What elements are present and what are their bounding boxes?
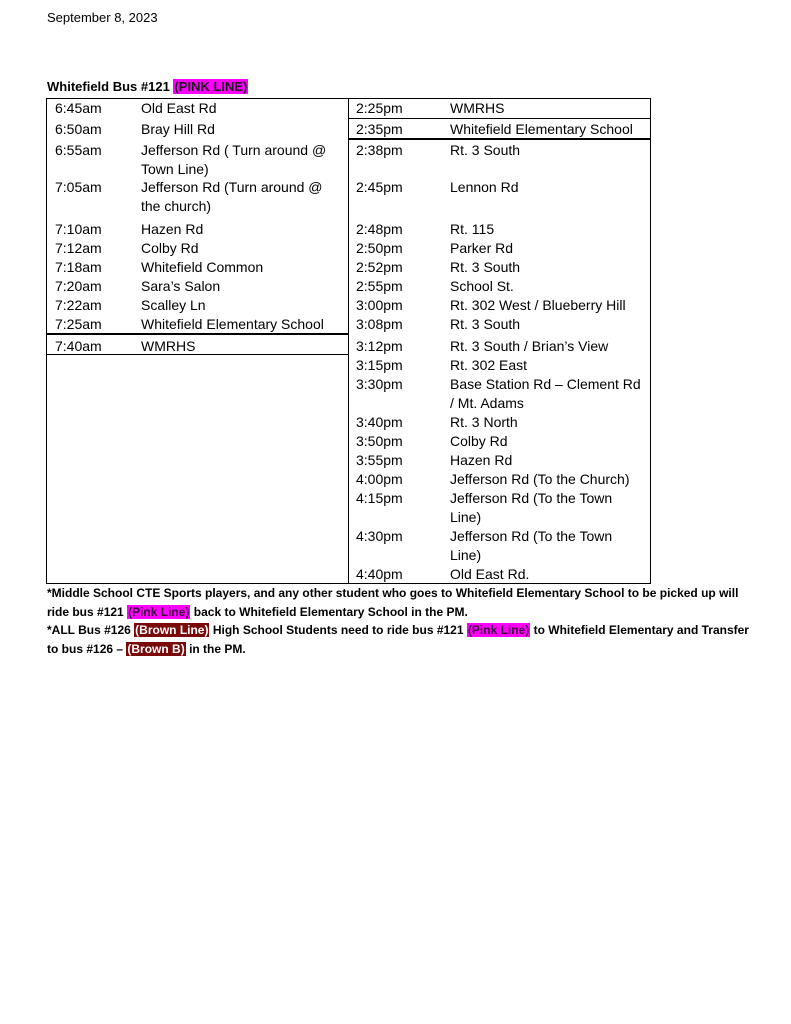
- pm-row-stop: Colby Rd: [450, 433, 508, 449]
- am-row-stop: WMRHS: [141, 338, 196, 354]
- am-row-stop: Hazen Rd: [141, 221, 204, 237]
- note-2-part-c: High School Students need to ride bus #121: [212, 623, 464, 637]
- pm-row-time: 2:55pm: [356, 278, 403, 294]
- am-row-stop: Jefferson Rd ( Turn around @: [141, 142, 327, 158]
- note-brown-line-transfer: [47, 621, 757, 658]
- pm-row-time: 4:30pm: [356, 528, 403, 544]
- note-cte-sports: [47, 584, 757, 621]
- pm-row-time: 2:38pm: [356, 142, 403, 158]
- am-row-time: 7:18am: [55, 259, 102, 275]
- am-row-time: 7:12am: [55, 240, 102, 256]
- bus-title-text: Whitefield Bus #121: [47, 79, 170, 94]
- note-1-part-b: #121: [97, 604, 124, 619]
- note-1-part-a: *Middle School CTE Sports players, and any other student who goes to Whitefield Elementary School to be picked up will ride bus: [47, 586, 739, 619]
- pm-row-time: 3:08pm: [356, 316, 403, 332]
- pm-row-stop: Line): [450, 547, 482, 563]
- note-2-brown-line: (Brown Line): [135, 623, 209, 637]
- am-row-stop: Colby Rd: [141, 240, 199, 256]
- bus-title: [47, 79, 248, 94]
- am-row-stop: Whitefield Elementary School: [141, 316, 324, 332]
- pm-row-stop: School St.: [450, 278, 514, 294]
- note-2-part-e: to Whitefield Elementary and Transfer to bus: [47, 623, 749, 656]
- am-row-time: 7:40am: [55, 338, 102, 354]
- pm-row-time: 2:48pm: [356, 221, 403, 237]
- note-1-part-d: back to Whitefield Elementary School in the PM.: [193, 604, 468, 619]
- am-row-time: 6:55am: [55, 142, 102, 158]
- am-row-time: 7:20am: [55, 278, 102, 294]
- pm-row-time: 4:15pm: [356, 490, 403, 506]
- am-row-time: 7:10am: [55, 221, 102, 237]
- document-date: September 8, 2023: [47, 10, 158, 25]
- pm-row-stop: Parker Rd: [450, 240, 514, 256]
- am-row-time: 7:25am: [55, 316, 102, 332]
- pm-row-time: 4:40pm: [356, 566, 403, 582]
- pm-row-stop: Lennon Rd: [450, 179, 519, 195]
- pm-row-time: 2:50pm: [356, 240, 403, 256]
- pm-row-time: 2:25pm: [356, 100, 403, 116]
- pm-row-stop: Hazen Rd: [450, 452, 513, 468]
- pm-row-stop: Rt. 3 South / Brian’s View: [450, 338, 609, 354]
- pm-row-time: 4:00pm: [356, 471, 403, 487]
- am-row-time: 7:05am: [55, 179, 102, 195]
- am-row-stop: Whitefield Common: [141, 259, 264, 275]
- pm-row-stop: Rt. 3 North: [450, 414, 518, 430]
- pm-row-time: 3:50pm: [356, 433, 403, 449]
- notes-section: [47, 584, 757, 658]
- note-2-part-f: #126 –: [86, 641, 124, 656]
- pm-row-stop: / Mt. Adams: [450, 395, 524, 411]
- pm-row-time: 3:30pm: [356, 376, 403, 392]
- pm-row-stop: Old East Rd.: [450, 566, 530, 582]
- pm-row-time: 3:15pm: [356, 357, 403, 373]
- pink-line-label: (PINK LINE): [174, 79, 248, 94]
- am-row-stop: Bray Hill Rd: [141, 121, 215, 137]
- am-row-stop: Scalley Ln: [141, 297, 206, 313]
- pm-row-stop: Jefferson Rd (To the Church): [450, 471, 630, 487]
- pm-row-stop: Jefferson Rd (To the Town: [450, 528, 613, 544]
- pm-row-stop: Rt. 3 South: [450, 259, 521, 275]
- am-row-stop: the church): [141, 198, 212, 214]
- pm-row-time: 3:40pm: [356, 414, 403, 430]
- am-row-stop: Sara’s Salon: [141, 278, 221, 294]
- pm-row-stop: Rt. 3 South: [450, 316, 521, 332]
- pm-row-stop: Base Station Rd – Clement Rd: [450, 376, 641, 392]
- note-1-pink-line: (Pink Line): [128, 604, 190, 619]
- pm-row-stop: Rt. 302 East: [450, 357, 528, 373]
- am-row-stop: Old East Rd: [141, 100, 217, 116]
- pm-row-time: 3:55pm: [356, 452, 403, 468]
- pm-row-time: 3:00pm: [356, 297, 403, 313]
- pm-row-stop: Rt. 115: [450, 221, 495, 237]
- am-row-time: 7:22am: [55, 297, 102, 313]
- pm-row-stop: Jefferson Rd (To the Town: [450, 490, 613, 506]
- am-row-stop: Town Line): [141, 161, 209, 177]
- am-row-time: 6:45am: [55, 100, 102, 116]
- pm-row-stop: Whitefield Elementary School: [450, 121, 633, 137]
- note-2-part-h: in the PM.: [189, 641, 246, 656]
- pm-row-time: 3:12pm: [356, 338, 403, 354]
- note-2-part-a: *ALL Bus #126: [47, 623, 131, 637]
- note-2-pink-line: (Pink Line): [467, 623, 530, 637]
- am-row-stop: Jefferson Rd (Turn around @: [141, 179, 323, 195]
- pm-row-stop: Rt. 3 South: [450, 142, 521, 158]
- am-row-time: 6:50am: [55, 121, 102, 137]
- pm-row-time: 2:52pm: [356, 259, 403, 275]
- pm-row-stop: WMRHS: [450, 100, 505, 116]
- pm-row-stop: Rt. 302 West / Blueberry Hill: [450, 297, 626, 313]
- note-2-brown-b: (Brown B): [127, 641, 185, 656]
- pm-row-time: 2:35pm: [356, 121, 403, 137]
- pm-row-time: 2:45pm: [356, 179, 403, 195]
- pm-row-stop: Line): [450, 509, 482, 525]
